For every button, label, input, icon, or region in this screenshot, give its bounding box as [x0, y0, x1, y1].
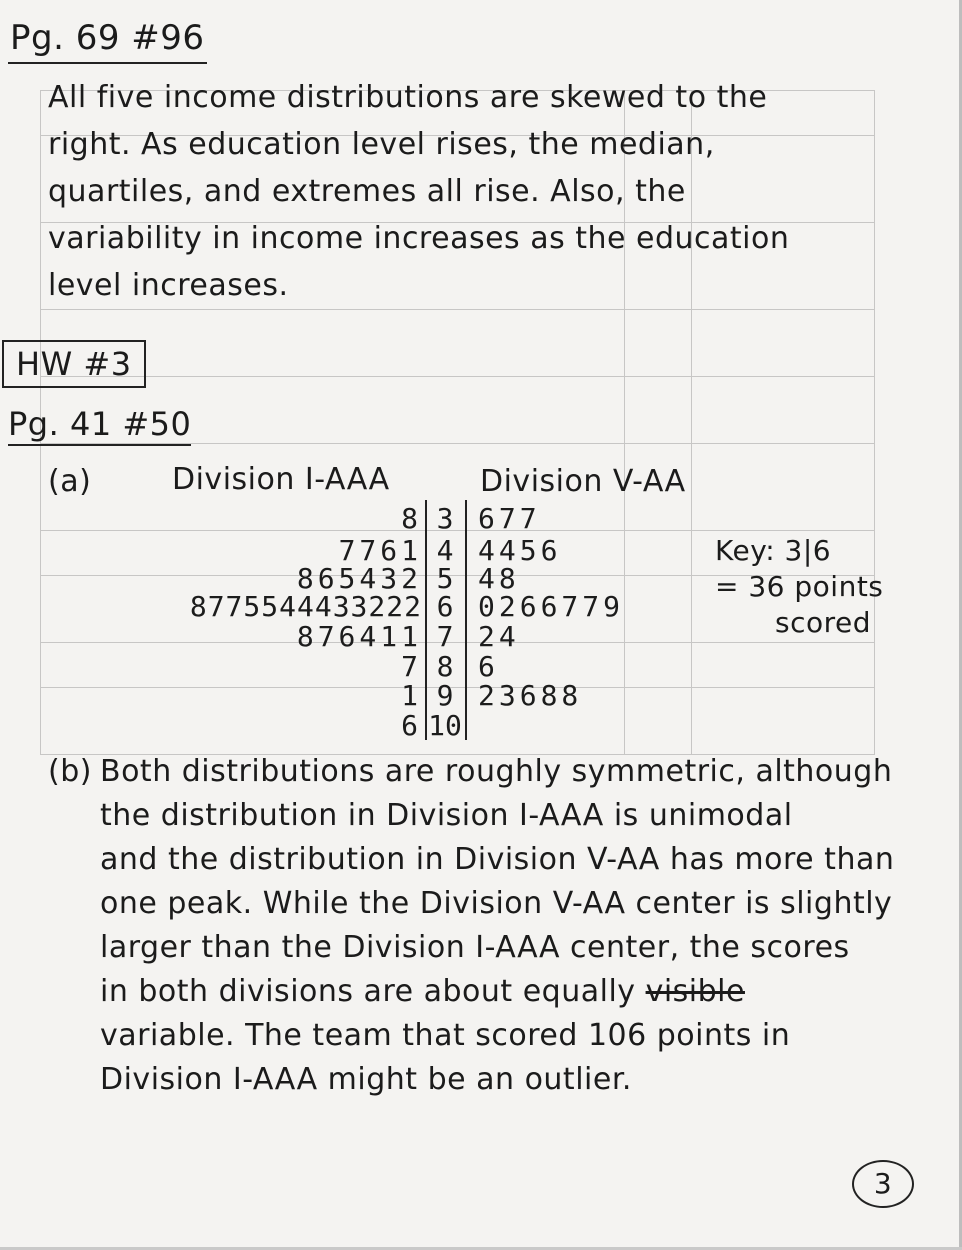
part-b-line: variable. The team that scored 106 points in	[100, 1018, 791, 1053]
right-leaves: 48	[478, 562, 520, 595]
left-leaves: 865432	[296, 562, 422, 595]
part-b-line: larger than the Division I-AAA center, the scores	[100, 930, 850, 965]
left-leaves: 876411	[296, 620, 422, 653]
problem-reference: Pg. 41 #50	[8, 404, 191, 446]
left-heading: Division I-AAA	[172, 462, 390, 497]
right-leaves: 4456	[478, 534, 562, 567]
right-leaves: 6	[478, 650, 499, 683]
part-b-label: (b)	[48, 754, 92, 789]
left-leaves: 8775544433222	[189, 590, 422, 623]
stem: 4	[436, 534, 454, 567]
part-b-line: the distribution in Division I-AAA is unimodal	[100, 798, 793, 833]
key-line: Key: 3|6	[715, 534, 832, 567]
left-leaves: 7	[401, 650, 422, 683]
answer-96-line: quartiles, and extremes all rise. Also, the	[48, 174, 686, 209]
stem: 3	[436, 502, 454, 535]
stem: 10	[428, 709, 462, 742]
part-b-line: Division I-AAA might be an outlier.	[100, 1062, 632, 1097]
answer-96-line: level increases.	[48, 268, 289, 303]
answer-96	[48, 74, 928, 309]
right-leaves: 677	[478, 502, 541, 535]
plot-key	[715, 533, 883, 641]
left-leaves: 6	[401, 709, 422, 742]
struck-word: visible	[645, 974, 745, 1009]
stem: 5	[436, 562, 454, 595]
part-a-label: (a)	[48, 464, 92, 499]
page-number: 3	[852, 1160, 914, 1208]
part-b-line: Both distributions are roughly symmetric, although	[100, 754, 893, 789]
right-leaves: 24	[478, 620, 520, 653]
part-b-line: one peak. While the Division V-AA center is slightly	[100, 886, 893, 921]
stem: 7	[436, 620, 454, 653]
part-b-line: and the distribution in Division V-AA has more than	[100, 842, 895, 877]
stem-divider-right	[465, 500, 467, 740]
right-leaves: 0266779	[478, 590, 625, 623]
stem: 8	[436, 650, 454, 683]
left-leaves: 7761	[338, 534, 422, 567]
stem: 6	[436, 590, 454, 623]
part-b-line-with-strike	[100, 970, 930, 1014]
right-leaves: 23688	[478, 679, 583, 712]
answer-96-line: variability in income increases as the education	[48, 221, 790, 256]
left-leaves: 8	[401, 502, 422, 535]
answer-96-line: All five income distributions are skewed to the	[48, 80, 768, 115]
page-title: Pg. 69 #96	[8, 14, 207, 64]
part-b-line-text: in both divisions are about equally	[100, 974, 636, 1009]
part-b-answer	[100, 750, 930, 1102]
left-leaves: 1	[401, 679, 422, 712]
key-line: scored	[775, 606, 872, 639]
hw-label-box: HW #3	[2, 340, 146, 388]
answer-96-line: right. As education level rises, the median,	[48, 127, 715, 162]
key-line: = 36 points	[715, 570, 884, 603]
right-heading: Division V-AA	[480, 464, 686, 499]
stem: 9	[436, 679, 454, 712]
